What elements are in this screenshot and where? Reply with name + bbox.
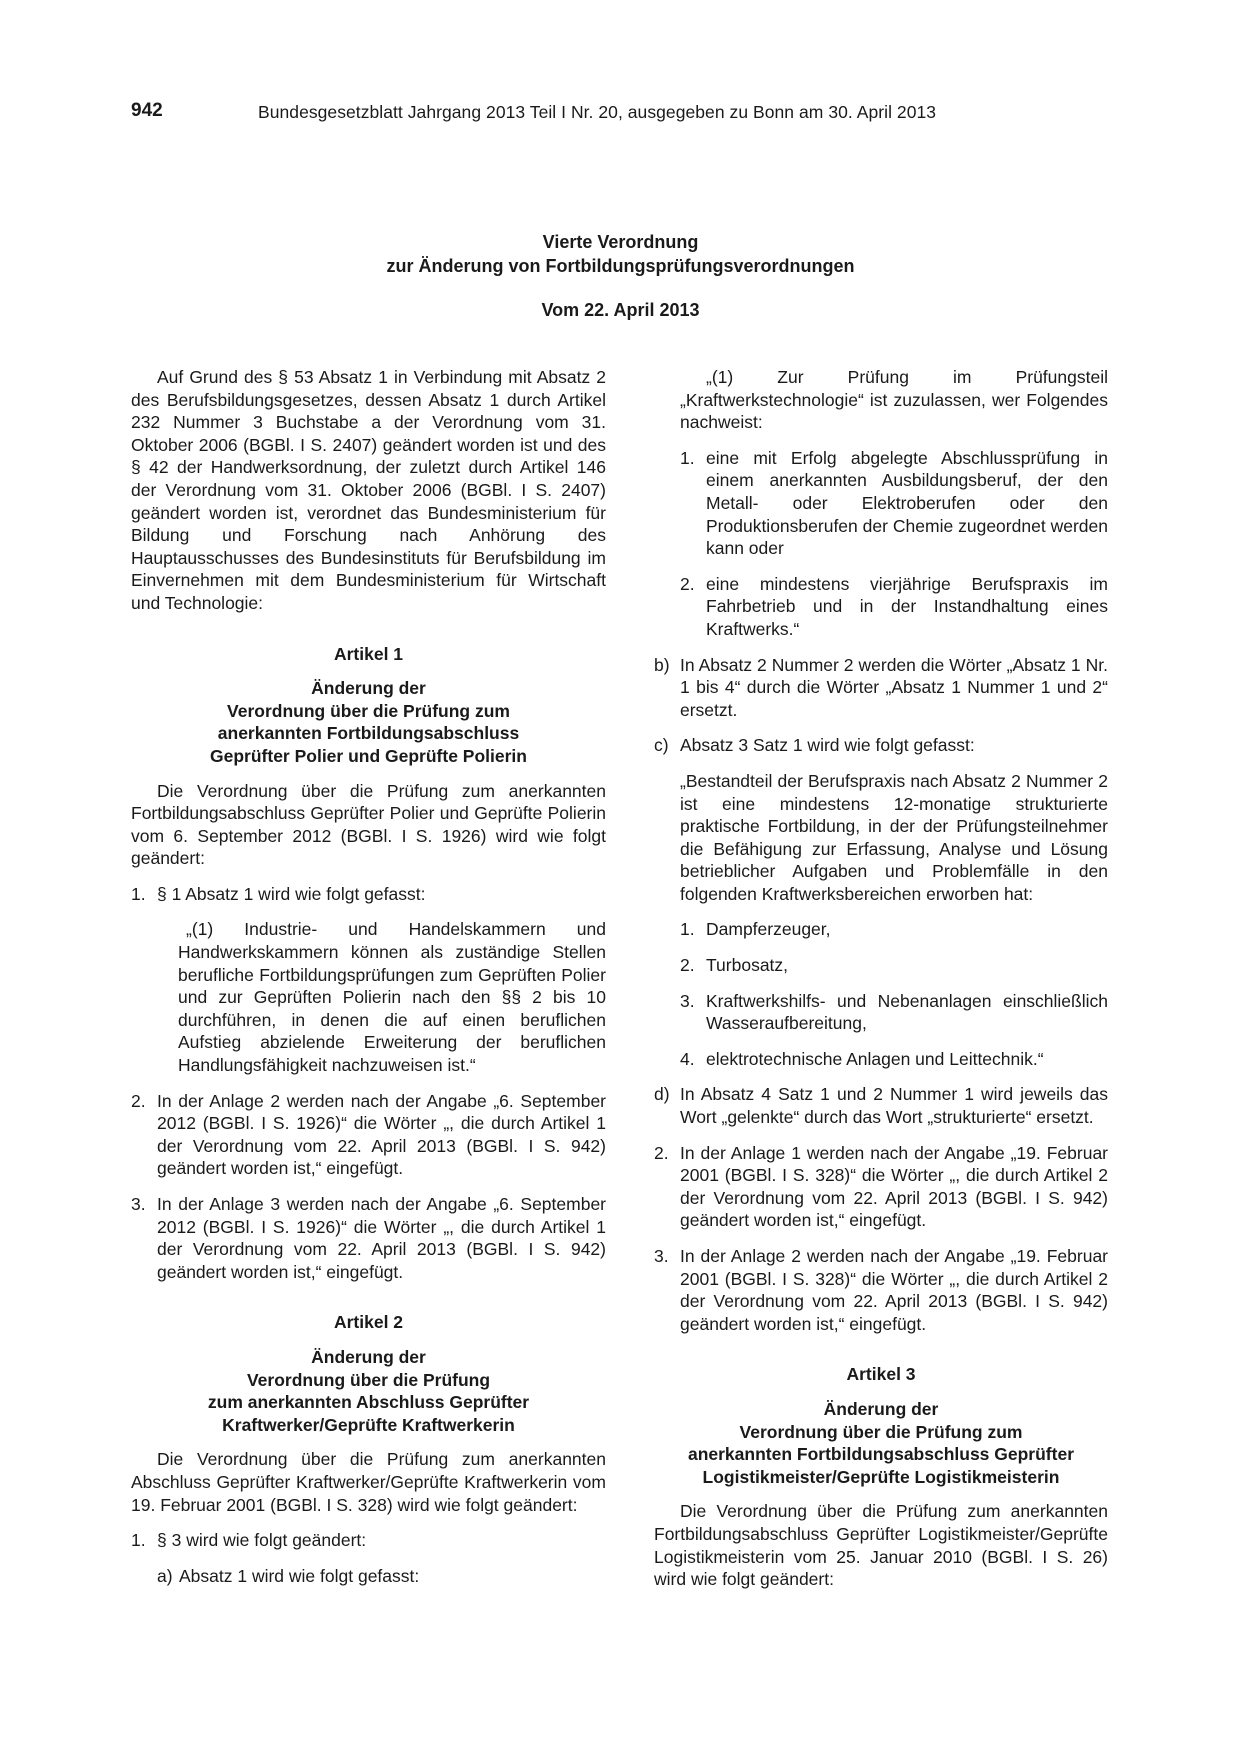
item-number: 1. <box>131 1530 146 1551</box>
item-text: In der Anlage 3 werden nach der Angabe „6. September 2012 (BGBl. I S. 1926)“ die Wörter „, die durch Artikel 1 der Verordnung vom 22. April 2013 (BGBl. I S. 942) geändert worden ist,“ eingefügt. <box>157 1194 606 1282</box>
item-text: eine mindestens vierjährige Berufspraxis im Fahrbetrieb und in der Instandhaltung eines Kraftwerks.“ <box>706 573 1108 639</box>
item-text: Kraftwerkshilfs- und Nebenanlagen einschließlich Wasseraufbereitung, <box>706 990 1108 1034</box>
list-item <box>654 654 1108 722</box>
quoted-block <box>654 770 1108 1071</box>
heading-line: Verordnung über die Prüfung zum <box>227 700 510 721</box>
artikel-3-label: Artikel 3 <box>846 1364 916 1385</box>
list-item <box>654 734 1108 757</box>
list-item <box>131 1565 606 1588</box>
item-letter: a) <box>157 1565 173 1586</box>
heading-line: Änderung der <box>823 1398 939 1419</box>
item-number: 1. <box>131 883 146 904</box>
list-item <box>131 1529 606 1552</box>
artikel-2-label: Artikel 2 <box>333 1312 404 1333</box>
item-letter: d) <box>654 1084 670 1105</box>
list-item <box>654 1245 1108 1335</box>
running-head: Bundesgesetzblatt Jahrgang 2013 Teil I Nr. 20, ausgegeben zu Bonn am 30. April 2013 <box>258 102 937 122</box>
list-item <box>131 1193 606 1283</box>
title-line-2: zur Änderung von Fortbildungsprüfungsverordnungen <box>386 256 855 276</box>
item-number: 1. <box>680 919 695 940</box>
quoted-text: „Bestandteil der Berufspraxis nach Absatz 2 Nummer 2 ist eine mindestens 12-monatige strukturierte praktische Fortbildung, in der der Prüfungsteilnehmer die Befähigung zur Erfassung, Analyse und Lösung betrieblicher Aufgaben und Problemfälle in den folgenden Kraftwerksbereichen erworben hat: <box>680 770 1108 904</box>
item-text: In Absatz 4 Satz 1 und 2 Nummer 1 wird jeweils das Wort „gelenkte“ durch das Wort „strukturierte“ ersetzt. <box>680 1084 1108 1128</box>
artikel-1-intro: Die Verordnung über die Prüfung zum anerkannten Fortbildungsabschluss Geprüfter Polier und Geprüfte Polierin vom 6. September 2012 (BGBl. I S. 1926) wird wie folgt geändert: <box>131 780 606 869</box>
list-item <box>680 447 1108 560</box>
list-item <box>680 573 1108 641</box>
item-number: 3. <box>654 1246 669 1266</box>
artikel-1-heading <box>131 677 606 767</box>
item-number: 4. <box>680 1048 695 1069</box>
list-item <box>680 918 1108 941</box>
item-text: Absatz 1 wird wie folgt gefasst: <box>179 1565 420 1586</box>
heading-line: anerkannten Fortbildungsabschluss Geprüfter <box>687 1444 1075 1465</box>
item-text: Dampferzeuger, <box>706 919 831 940</box>
heading-line: Logistikmeister/Geprüfte Logistikmeisterin <box>702 1466 1060 1487</box>
title-line-1: Vierte Verordnung <box>542 232 699 252</box>
item-text: eine mit Erfolg abgelegte Abschlussprüfung in einem anerkannten Ausbildungsberuf, der den Metall- oder Elektroberufen oder den Produktionsberufen der Chemie zugeordnet werden kann oder <box>706 447 1108 559</box>
item-number: 2. <box>654 1142 669 1163</box>
item-number: 1. <box>680 447 695 468</box>
list-item <box>680 1048 1108 1071</box>
list-item <box>680 954 1108 977</box>
heading-line: zum anerkannten Abschluss Geprüfter <box>207 1392 530 1413</box>
item-text: elektrotechnische Anlagen und Leittechnik.“ <box>706 1048 1044 1069</box>
quoted-block <box>654 366 1108 641</box>
list-item <box>654 1083 1108 1128</box>
item-number: 2. <box>680 955 695 976</box>
item-text: In der Anlage 2 werden nach der Angabe „19. Februar 2001 (BGBl. I S. 328)“ die Wörter „, die durch Artikel 2 der Verordnung vom 22. April 2013 (BGBl. I S. 942) geändert worden ist,“ eingefügt. <box>680 1246 1108 1334</box>
artikel-3-heading <box>654 1398 1108 1488</box>
heading-line: Änderung der <box>311 1346 426 1367</box>
artikel-2-heading <box>131 1346 606 1436</box>
item-letter: b) <box>654 654 670 675</box>
item-text: § 3 wird wie folgt geändert: <box>157 1530 367 1551</box>
artikel-1-label: Artikel 1 <box>333 643 404 664</box>
item-text: Turbosatz, <box>706 955 789 976</box>
item-text: In Absatz 2 Nummer 2 werden die Wörter „Absatz 1 Nr. 1 bis 4“ durch die Wörter „Absatz 1 Nummer 1 und 2“ ersetzt. <box>680 654 1108 720</box>
list-item <box>680 990 1108 1035</box>
artikel-3-intro: Die Verordnung über die Prüfung zum anerkannten Fortbildungsabschluss Geprüfter Logistikmeister/Geprüfte Logistikmeisterin vom 25. Januar 2010 (BGBl. I S. 26) wird wie folgt geändert: <box>654 1501 1108 1590</box>
item-text: In der Anlage 2 werden nach der Angabe „6. September 2012 (BGBl. I S. 1926)“ die Wörter „, die durch Artikel 1 der Verordnung vom 22. April 2013 (BGBl. I S. 942) geändert worden ist,“ eingefügt. <box>157 1090 606 1179</box>
quoted-text: „(1) Industrie- und Handelskammern und Handwerkskammern können als zuständige Stellen berufliche Fortbildungsprüfungen zum Geprüften Polier und zur Geprüften Polierin nach den §§ 2 bis 10 durchführen, in denen die auf einen beruflichen Aufstieg abzielende Erweiterung der beruflichen Handlungsfähigkeit nachzuweisen ist.“ <box>178 919 606 1076</box>
preamble: Auf Grund des § 53 Absatz 1 in Verbindung mit Absatz 2 des Berufsbildungsgesetzes, dessen Absatz 1 durch Artikel 232 Nummer 3 Buchstabe a der Verordnung vom 31. Oktober 2006 (BGBl. I S. 2407) geändert worden ist und des § 42 der Handwerksordnung, der zuletzt durch Artikel 146 der Verordnung vom 31. Oktober 2006 (BGBl. I S. 2407) geändert worden ist, verordnet das Bundesministerium für Bildung und Forschung nach Anhörung des Hauptausschusses des Bundesinstituts für Berufsbildung im Einvernehmen mit dem Bundesministerium für Wirtschaft und Technologie: <box>131 367 606 613</box>
list-item <box>654 1142 1108 1232</box>
left-column <box>131 366 606 1600</box>
artikel-2-intro: Die Verordnung über die Prüfung zum anerkannten Abschluss Geprüfter Kraftwerker/Geprüfte Kraftwerkerin vom 19. Februar 2001 (BGBl. I S. 328) wird wie folgt geändert: <box>131 1449 606 1515</box>
heading-line: Verordnung über die Prüfung zum <box>739 1421 1023 1442</box>
heading-line: Geprüfter Polier und Geprüfte Polierin <box>210 745 527 766</box>
heading-line: Verordnung über die Prüfung <box>246 1369 491 1390</box>
item-number: 2. <box>131 1090 146 1111</box>
item-letter: c) <box>654 735 669 756</box>
item-number: 3. <box>680 990 695 1011</box>
item-number: 2. <box>680 573 695 594</box>
document-title <box>131 230 1110 322</box>
item-text: In der Anlage 1 werden nach der Angabe „19. Februar 2001 (BGBl. I S. 328)“ die Wörter „, die durch Artikel 2 der Verordnung vom 22. April 2013 (BGBl. I S. 942) geändert worden ist,“ eingefügt. <box>680 1142 1108 1231</box>
item-number: 3. <box>131 1194 146 1214</box>
item-text: Absatz 3 Satz 1 wird wie folgt gefasst: <box>680 735 975 756</box>
page-number: 942 <box>131 100 163 121</box>
heading-line: anerkannten Fortbildungsabschluss <box>217 723 520 744</box>
heading-line: Kraftwerker/Geprüfte Kraftwerkerin <box>222 1414 515 1435</box>
title-date: Vom 22. April 2013 <box>541 300 700 320</box>
right-column <box>654 366 1108 1604</box>
quoted-text: „(1) Zur Prüfung im Prüfungsteil „Kraftwerkstechnologie“ ist zuzulassen, wer Folgendes nachweist: <box>680 367 1108 433</box>
heading-line: Änderung der <box>311 678 426 699</box>
list-item <box>131 883 606 906</box>
list-item <box>131 1090 606 1180</box>
item-text: § 1 Absatz 1 wird wie folgt gefasst: <box>157 883 426 904</box>
